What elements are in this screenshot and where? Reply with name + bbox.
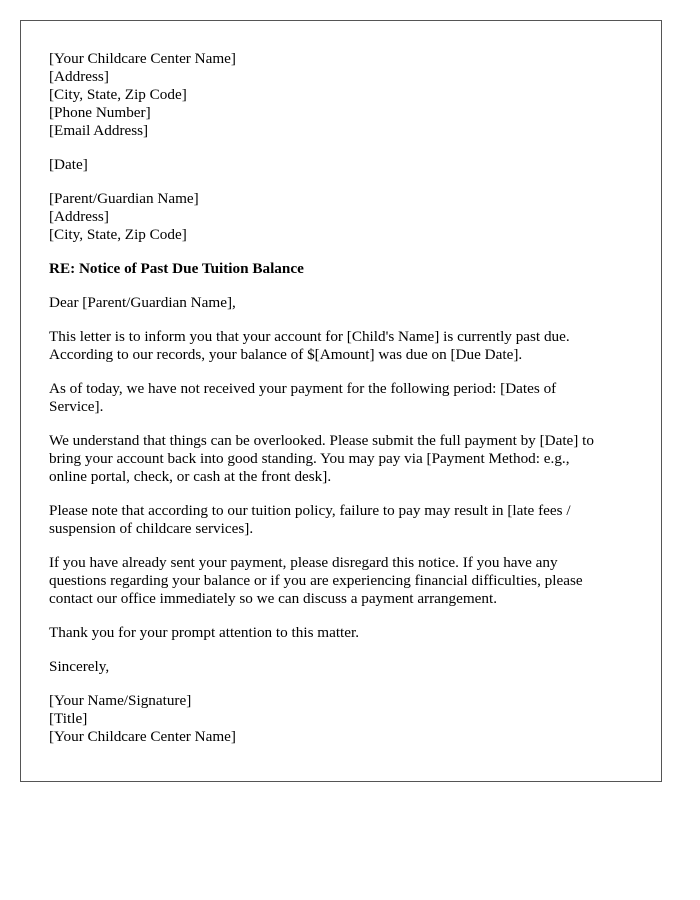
body-line: Service]. [49,398,104,415]
body-line: As of today, we have not received your payment for the following period: [Dates of [49,380,557,397]
body-paragraph [49,380,633,416]
body-line: suspension of childcare services]. [49,520,254,537]
body-line: If you have already sent your payment, please disregard this notice. If you have any [49,554,558,571]
recipient-city-state-zip: [City, State, Zip Code] [49,226,187,243]
letter-date: [Date] [49,156,88,173]
closing: Sincerely, [49,658,110,675]
subject-line: RE: Notice of Past Due Tuition Balance [49,260,304,277]
signature-title: [Title] [49,710,88,727]
sender-address: [Address] [49,68,109,85]
signature-name: [Your Name/Signature] [49,692,192,709]
letter-page [20,20,662,782]
signature-block [49,692,633,746]
body-paragraph [49,554,633,608]
sender-city-state-zip: [City, State, Zip Code] [49,86,187,103]
body-line: According to our records, your balance of $[Amount] was due on [Due Date]. [49,346,523,363]
sender-block [49,50,633,140]
date-block [49,156,633,174]
sender-email: [Email Address] [49,122,149,139]
salutation: Dear [Parent/Guardian Name], [49,294,236,311]
signature-center-name: [Your Childcare Center Name] [49,728,236,745]
body-paragraph [49,624,633,642]
body-line: This letter is to inform you that your account for [Child's Name] is currently past due. [49,328,570,345]
recipient-name: [Parent/Guardian Name] [49,190,199,207]
body-line: Thank you for your prompt attention to this matter. [49,624,360,641]
body-line: contact our office immediately so we can discuss a payment arrangement. [49,590,498,607]
body-paragraph [49,502,633,538]
recipient-address: [Address] [49,208,109,225]
body-line: questions regarding your balance or if you are experiencing financial difficulties, please [49,572,583,589]
sender-name: [Your Childcare Center Name] [49,50,236,67]
body-paragraph [49,432,633,486]
body-line: bring your account back into good standing. You may pay via [Payment Method: e.g., [49,450,570,467]
body-line: Please note that according to our tuition policy, failure to pay may result in [late fees / [49,502,571,519]
body-paragraph [49,328,633,364]
body-line: We understand that things can be overlooked. Please submit the full payment by [Date] to [49,432,594,449]
recipient-block [49,190,633,244]
body-line: online portal, check, or cash at the front desk]. [49,468,332,485]
sender-phone: [Phone Number] [49,104,151,121]
